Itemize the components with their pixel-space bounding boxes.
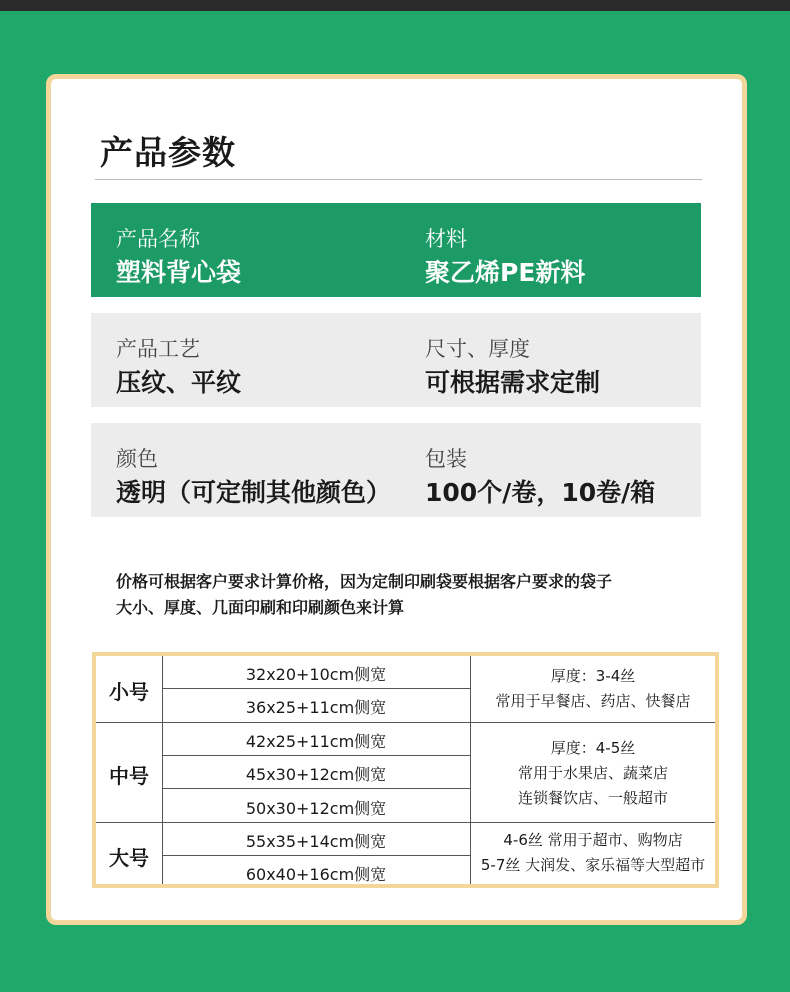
title-divider (95, 179, 702, 180)
size-group-small-desc (470, 664, 716, 714)
param-value: 压纹、平纹 (116, 368, 242, 397)
table-row: 32x20+10cm侧宽 (245, 665, 387, 684)
param-value: 透明（可定制其他颜色） (116, 478, 392, 507)
param-row-color-package (91, 423, 701, 517)
param-value: 塑料背心袋 (116, 258, 242, 287)
desc-line: 4-6丝 常用于超市、购物店 (503, 831, 683, 849)
param-row-craft-size (91, 313, 701, 407)
page-title: 产品参数 (100, 133, 236, 172)
size-group-medium-desc (470, 736, 716, 811)
product-params-card (46, 74, 747, 925)
size-group-small: 小号 (109, 680, 149, 704)
table-row: 55x35+14cm侧宽 (245, 832, 387, 851)
size-group-large-desc (470, 828, 716, 878)
size-group-medium: 中号 (109, 764, 149, 788)
desc-line: 常用于早餐店、药店、快餐店 (495, 692, 691, 710)
table-group-divider (96, 822, 715, 823)
pricing-note-line-2: 大小、厚度、几面印刷和印刷颜色来计算 (116, 598, 405, 617)
pricing-note (116, 569, 706, 621)
param-label: 产品工艺 (116, 337, 200, 361)
table-row-divider (162, 855, 470, 856)
param-label: 材料 (425, 227, 467, 251)
desc-line: 5-7丝 大润发、家乐福等大型超市 (480, 856, 706, 874)
desc-line: 常用于水果店、蔬菜店 (517, 764, 668, 782)
param-value: 100个/卷，10卷/箱 (425, 478, 656, 507)
param-label: 产品名称 (116, 227, 200, 251)
desc-line: 厚度：4-5丝 (550, 739, 636, 757)
top-bar (0, 0, 790, 11)
table-row: 60x40+16cm侧宽 (245, 865, 387, 884)
table-row: 45x30+12cm侧宽 (245, 765, 387, 784)
size-table (92, 652, 719, 888)
table-row: 50x30+12cm侧宽 (245, 799, 387, 818)
table-row-divider (162, 788, 470, 789)
table-row: 36x25+11cm侧宽 (245, 698, 387, 717)
table-row-divider (162, 688, 470, 689)
table-row: 42x25+11cm侧宽 (245, 732, 387, 751)
size-group-large: 大号 (109, 846, 149, 870)
param-label: 尺寸、厚度 (425, 337, 530, 361)
param-label: 包装 (425, 447, 467, 471)
param-label: 颜色 (116, 447, 158, 471)
desc-line: 连锁餐饮店、一般超市 (517, 789, 668, 807)
param-row-name-material (91, 203, 701, 297)
param-value: 可根据需求定制 (425, 368, 601, 397)
table-row-divider (162, 755, 470, 756)
desc-line: 厚度：3-4丝 (550, 667, 636, 685)
table-group-divider (96, 722, 715, 723)
param-value: 聚乙烯PE新料 (425, 258, 586, 287)
pricing-note-line-1: 价格可根据客户要求计算价格，因为定制印刷袋要根据客户要求的袋子 (116, 572, 613, 591)
